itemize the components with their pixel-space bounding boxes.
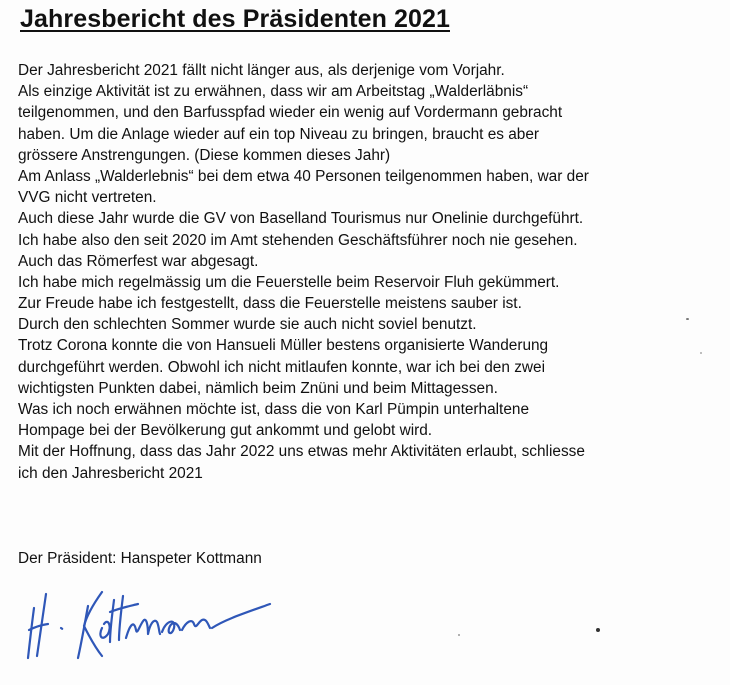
body-line: VVG nicht vertreten. [18,189,157,207]
body-line: teilgenommen, und den Barfusspfad wieder ein wenig auf Vordermann gebracht [18,104,563,122]
paper-speck [700,352,702,354]
document-title: Jahresbericht des Präsidenten 2021 [20,5,450,33]
body-line: Auch diese Jahr wurde die GV von Baselland Tourismus nur Onelinie durchgeführt. [18,210,584,228]
body-line: ich den Jahresbericht 2021 [18,464,203,482]
handwritten-signature [26,578,286,668]
body-line: Hompage bei der Bevölkerung gut ankommt und gelobt wird. [18,422,433,440]
body-line: Auch das Römerfest war abgesagt. [18,252,259,270]
body-line: Zur Freude habe ich festgestellt, dass die Feuerstelle meistens sauber ist. [18,295,522,313]
body-line: Ich habe mich regelmässig um die Feuerstelle beim Reservoir Fluh gekümmert. [18,273,560,291]
report-body [18,60,723,484]
body-line: Am Anlass „Walderlebnis“ bei dem etwa 40 Personen teilgenommen haben, war der [18,167,589,185]
body-line: Ich habe also den seit 2020 im Amt stehenden Geschäftsführer noch nie gesehen. [18,231,578,249]
paper-speck [458,634,460,636]
body-line: wichtigsten Punkten dabei, nämlich beim Znüni und beim Mittagessen. [18,379,498,397]
body-line: durchgeführt werden. Obwohl ich nicht mitlaufen konnte, war ich bei den zwei [18,358,545,376]
body-line: grössere Anstrengungen. (Diese kommen dieses Jahr) [18,146,391,164]
signoff-line: Der Präsident: Hanspeter Kottmann [18,550,262,567]
body-line: Als einzige Aktivität ist zu erwähnen, dass wir am Arbeitstag „Walderläbnis“ [18,83,529,101]
body-line: Der Jahresbericht 2021 fällt nicht länger aus, als derjenige vom Vorjahr. [18,62,505,79]
paper-speck [686,318,689,320]
body-line: Durch den schlechten Sommer wurde sie auch nicht soviel benutzt. [18,316,477,334]
body-line: haben. Um die Anlage wieder auf ein top Niveau zu bringen, braucht es aber [18,125,540,143]
paper-speck [596,628,600,632]
body-line: Mit der Hoffnung, dass das Jahr 2022 uns etwas mehr Aktivitäten erlaubt, schliesse [18,443,585,461]
body-line: Trotz Corona konnte die von Hansueli Müller bestens organisierte Wanderung [18,337,549,355]
body-line: Was ich noch erwähnen möchte ist, dass die von Karl Pümpin unterhaltene [18,401,530,418]
